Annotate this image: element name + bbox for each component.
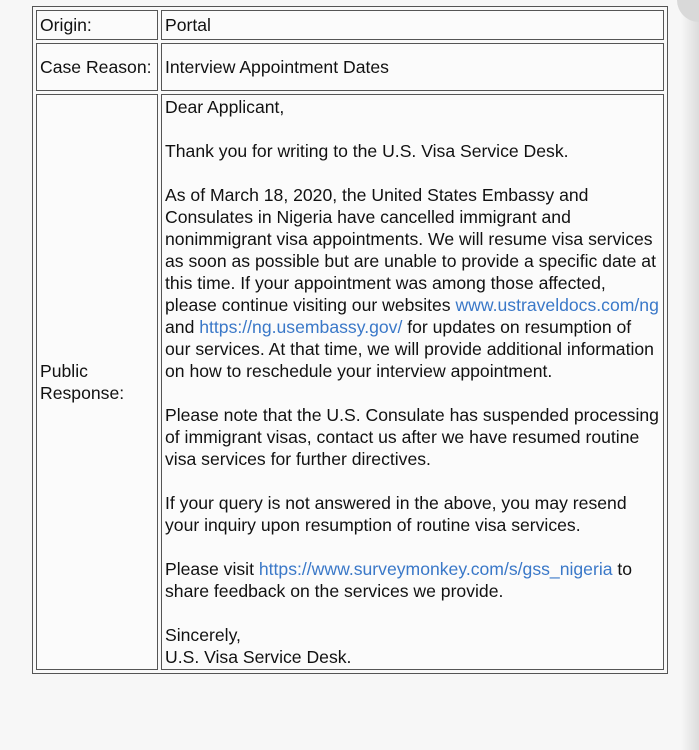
closing-text: Sincerely, [165,625,241,645]
signature-text: U.S. Visa Service Desk. [165,647,352,667]
paragraph-text: and [165,317,200,337]
public-response-label: Public Response: [36,94,158,670]
origin-row [36,10,664,40]
public-response-body [161,94,664,670]
resend-inquiry-paragraph: If your query is not answered in the above, you may resend your inquiry upon resumption of routine visa services. [165,493,627,535]
surveymonkey-link[interactable]: https://www.surveymonkey.com/s/gss_nigeria [258,559,613,579]
paragraph-text: for updates on resumption of our services. At that time, we will provide additional information on how to reschedule your interview appointment. [165,317,654,381]
thanks-text: Thank you for writing to the U.S. Visa Service Desk. [165,141,569,161]
usembassy-link[interactable]: https://ng.usembassy.gov/ [199,317,403,337]
origin-label: Origin: [36,10,158,40]
feedback-paragraph [165,558,660,602]
public-response-row [36,94,664,670]
greeting-text: Dear Applicant, [165,97,285,117]
origin-value: Portal [161,10,664,40]
appointments-cancelled-paragraph [165,184,660,382]
paragraph-text: As of March 18, 2020, the United States Embassy and Consulates in Nigeria have cancelled immigrant and nonimmigrant visa appointments. We will resume visa services as soon as possible but are unable to provide a specific date at this time. If your appointment was among those affected, please continue visiting our websites [165,185,656,315]
signature-block [165,624,660,668]
case-reason-row [36,43,664,91]
ustraveldocs-link[interactable]: www.ustraveldocs.com/ng [455,295,659,315]
page-edge-shadow [681,0,699,750]
immigrant-visa-suspension-paragraph: Please note that the U.S. Consulate has suspended processing of immigrant visas, contact us after we have resumed routine visa services for further directives. [165,405,659,469]
paragraph-text: Please visit [165,559,259,579]
paragraph-text: to share feedback on the services we provide. [165,559,633,601]
case-details-table [32,6,668,674]
case-reason-value: Interview Appointment Dates [161,43,664,91]
case-reason-label: Case Reason: [36,43,158,91]
